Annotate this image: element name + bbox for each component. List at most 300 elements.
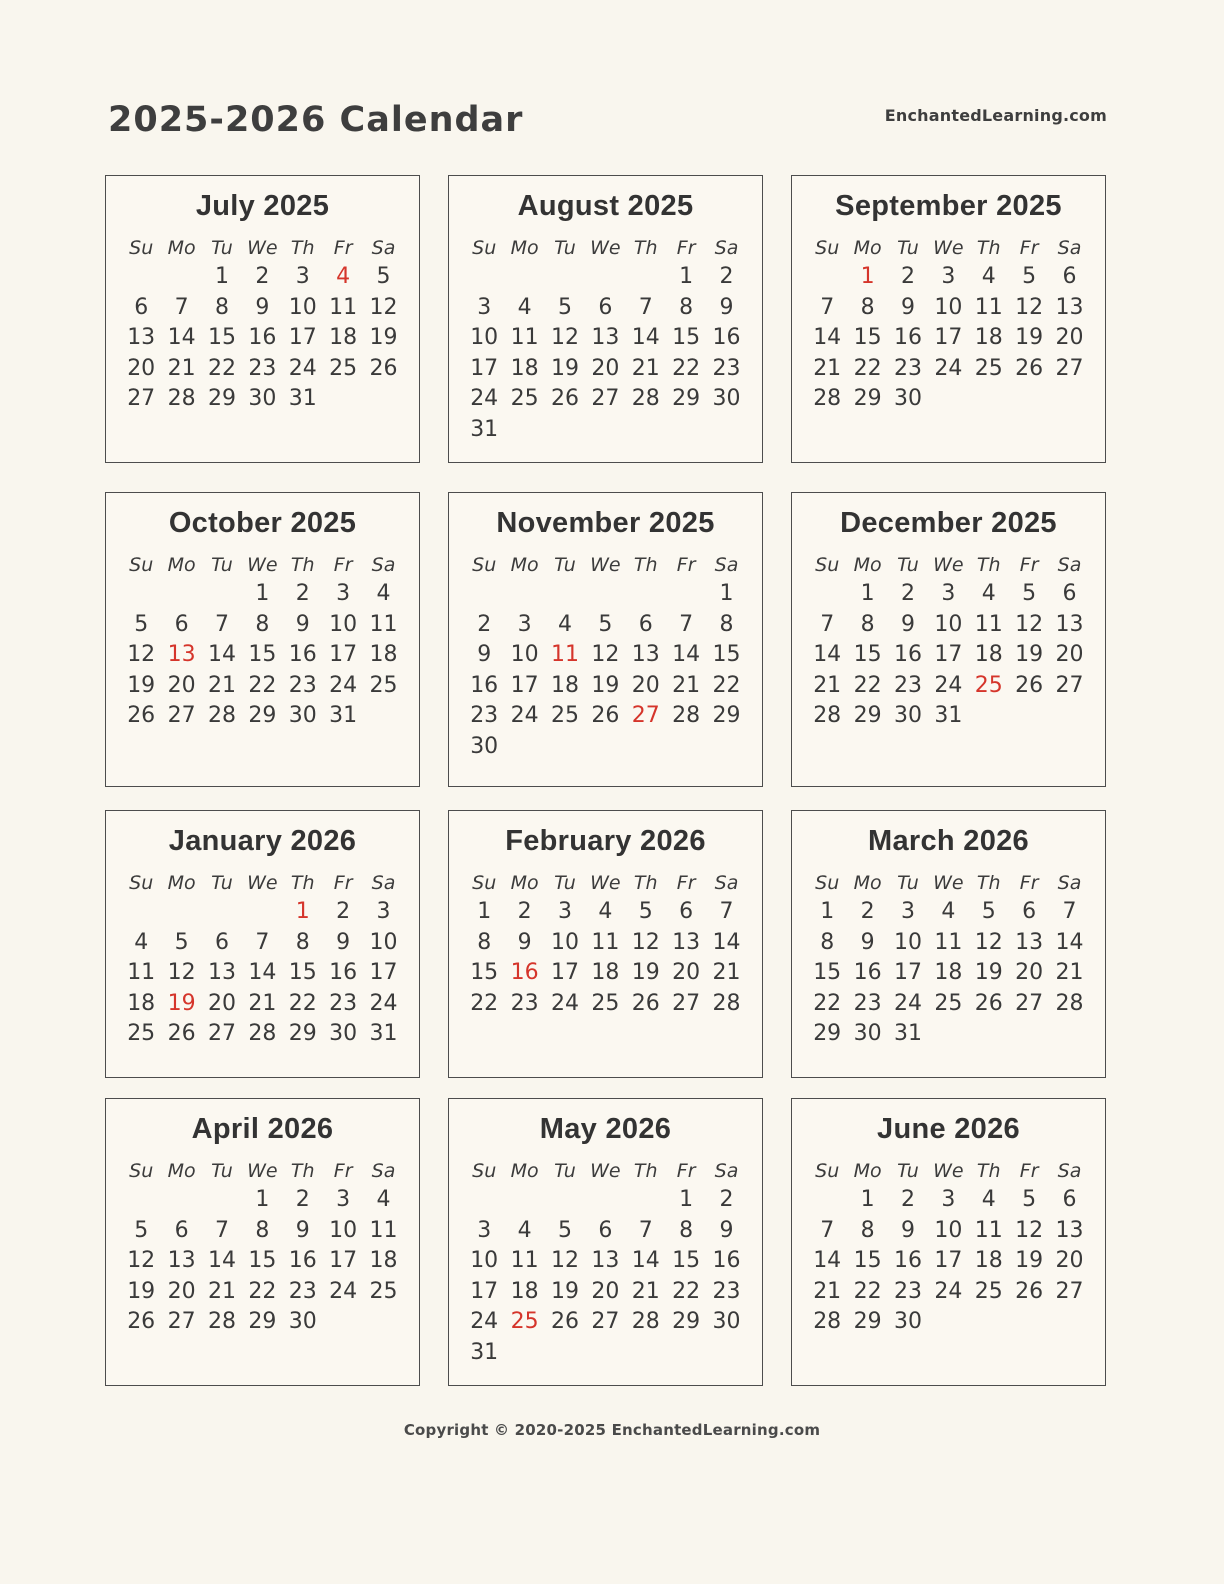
- day-cell: 23: [470, 703, 499, 728]
- day-cell: 22: [672, 355, 701, 381]
- week-row: [121, 293, 404, 324]
- week-row: [121, 1246, 404, 1277]
- weekday-label: Mo: [167, 237, 196, 259]
- day-cell: 21: [631, 1278, 660, 1304]
- weekday-header: [121, 236, 404, 262]
- weekday-label: Fr: [676, 237, 696, 259]
- day-cell: 9: [900, 611, 915, 637]
- weekday-label: Su: [472, 872, 497, 894]
- day-cell: 25: [974, 1278, 1003, 1304]
- weekday-label: Su: [815, 554, 840, 576]
- weekday-label: Fr: [333, 237, 353, 259]
- day-cell: 10: [550, 929, 579, 955]
- day-cell: 14: [813, 325, 842, 350]
- day-cell: 17: [288, 325, 317, 350]
- day-cell: 31: [893, 1021, 922, 1046]
- month-may-2026: [448, 1098, 763, 1386]
- day-cell: 27: [1055, 355, 1084, 381]
- day-cell: 11: [329, 294, 358, 320]
- weekday-label: Th: [290, 554, 315, 576]
- week-row: [464, 1216, 747, 1247]
- weekday-label: Sa: [371, 1160, 396, 1182]
- day-cell: 16: [329, 960, 358, 985]
- day-cell: 28: [813, 386, 842, 411]
- weekday-label: Su: [815, 872, 840, 894]
- month-june-2026: [791, 1098, 1106, 1386]
- day-cell: 18: [510, 355, 539, 381]
- day-cell: 12: [127, 642, 156, 667]
- copyright-footer: Copyright © 2020-2025 EnchantedLearning.com: [403, 1421, 821, 1439]
- day-cell: 8: [255, 1217, 270, 1243]
- day-cell: 16: [893, 642, 922, 667]
- weekday-header: [464, 1159, 747, 1185]
- day-cell: 28: [248, 1021, 277, 1046]
- week-row: [807, 1216, 1090, 1247]
- day-cell: 6: [679, 899, 694, 924]
- day-cell: 10: [288, 294, 317, 320]
- day-cell: 9: [295, 611, 310, 637]
- weekday-label: Mo: [853, 872, 882, 894]
- day-cell: 2: [295, 1187, 310, 1212]
- week-row: [121, 958, 404, 989]
- day-cell: 20: [207, 990, 236, 1016]
- week-row: [464, 1246, 747, 1277]
- day-cell: 6: [174, 611, 189, 637]
- day-cell: 7: [1062, 899, 1077, 924]
- week-row: [807, 928, 1090, 959]
- day-cell: 17: [470, 1278, 499, 1304]
- day-cell: 5: [134, 1217, 149, 1243]
- weekday-label: Sa: [1057, 1160, 1082, 1182]
- day-cell: 21: [813, 355, 842, 381]
- day-cell: 14: [248, 960, 277, 985]
- week-row: [464, 1338, 747, 1369]
- day-cell: 14: [167, 325, 196, 350]
- week-row: [121, 989, 404, 1020]
- day-cell: 5: [981, 899, 996, 924]
- day-cell: 18: [974, 325, 1003, 350]
- day-cell: 26: [1015, 672, 1044, 698]
- day-cell: 26: [631, 990, 660, 1016]
- day-cell: 29: [712, 703, 741, 728]
- weekday-label: Fr: [1019, 554, 1039, 576]
- weekday-label: Tu: [554, 1160, 576, 1182]
- day-cell: 9: [336, 929, 351, 955]
- day-cell: 26: [1015, 355, 1044, 381]
- day-cell: 15: [672, 1248, 701, 1273]
- weekday-header: [464, 553, 747, 579]
- week-row: [807, 958, 1090, 989]
- day-cell: 17: [470, 355, 499, 381]
- day-cell: 6: [598, 1217, 613, 1243]
- day-cell: 30: [712, 1309, 741, 1334]
- day-cell: 1: [255, 1187, 270, 1212]
- day-cell: 1: [255, 581, 270, 606]
- day-cell: 7: [255, 929, 270, 955]
- day-cell: 28: [712, 990, 741, 1016]
- weekday-label: We: [247, 237, 278, 259]
- month-title: April 2026: [191, 1113, 334, 1145]
- day-cell: 11: [591, 929, 620, 955]
- week-row: [807, 262, 1090, 293]
- day-cell-holiday: 27: [631, 703, 660, 728]
- day-cell: 21: [813, 1278, 842, 1304]
- day-cell: 10: [369, 929, 398, 955]
- weekday-label: We: [590, 554, 621, 576]
- day-cell: 13: [167, 1248, 196, 1273]
- day-cell: 5: [134, 611, 149, 637]
- day-cell: 17: [510, 672, 539, 698]
- weekday-header: [121, 871, 404, 897]
- day-cell: 5: [557, 294, 572, 320]
- weekday-label: Th: [976, 554, 1001, 576]
- week-row: [121, 579, 404, 610]
- day-cell: 15: [813, 960, 842, 985]
- day-cell: 22: [853, 1278, 882, 1304]
- week-row: [464, 671, 747, 702]
- weekday-label: Tu: [211, 1160, 233, 1182]
- day-cell-holiday: 1: [860, 264, 875, 289]
- week-row: [464, 610, 747, 641]
- weekday-label: Su: [472, 554, 497, 576]
- week-row: [121, 640, 404, 671]
- day-cell: 25: [934, 990, 963, 1016]
- day-cell: 16: [288, 1248, 317, 1273]
- day-cell: 16: [288, 642, 317, 667]
- day-cell: 6: [134, 294, 149, 320]
- weekday-label: Su: [472, 237, 497, 259]
- day-cell: 3: [941, 1187, 956, 1212]
- day-cell: 23: [853, 990, 882, 1016]
- day-cell: 3: [941, 264, 956, 289]
- month-february-2026: [448, 810, 763, 1078]
- day-cell: 13: [1015, 929, 1044, 955]
- month-september-2025: [791, 175, 1106, 463]
- week-row: [807, 701, 1090, 732]
- month-title: February 2026: [505, 825, 706, 857]
- day-cell: 2: [719, 1187, 734, 1212]
- day-cell: 23: [712, 1278, 741, 1304]
- week-row: [464, 640, 747, 671]
- day-cell: 23: [329, 990, 358, 1016]
- day-cell: 29: [672, 386, 701, 411]
- day-cell: 15: [853, 325, 882, 350]
- day-cell: 8: [860, 611, 875, 637]
- day-cell: 1: [820, 899, 835, 924]
- month-title: May 2026: [539, 1113, 672, 1145]
- weekday-label: Th: [290, 872, 315, 894]
- day-cell: 13: [591, 1248, 620, 1273]
- day-cell: 19: [1015, 642, 1044, 667]
- day-cell: 15: [712, 642, 741, 667]
- day-cell: 1: [214, 264, 229, 289]
- weekday-label: We: [933, 237, 964, 259]
- day-cell: 15: [470, 960, 499, 985]
- day-cell: 19: [1015, 325, 1044, 350]
- day-cell: 14: [712, 929, 741, 955]
- day-cell: 7: [174, 294, 189, 320]
- week-row: [807, 323, 1090, 354]
- week-row: [464, 262, 747, 293]
- day-cell: 9: [900, 1217, 915, 1243]
- day-cell: 3: [477, 1217, 492, 1243]
- weekday-label: Mo: [853, 1160, 882, 1182]
- day-cell: 3: [900, 899, 915, 924]
- day-cell: 29: [853, 703, 882, 728]
- day-cell: 27: [167, 703, 196, 728]
- day-cell: 14: [813, 1248, 842, 1273]
- weekday-label: Tu: [554, 872, 576, 894]
- day-cell: 25: [127, 1021, 156, 1046]
- weekday-header: [807, 553, 1090, 579]
- weekday-label: Tu: [897, 1160, 919, 1182]
- week-row: [807, 384, 1090, 415]
- week-row: [807, 640, 1090, 671]
- day-cell: 12: [631, 929, 660, 955]
- day-cell: 21: [712, 960, 741, 985]
- day-cell: 17: [329, 1248, 358, 1273]
- day-cell: 9: [719, 1217, 734, 1243]
- week-row: [121, 928, 404, 959]
- day-cell: 13: [591, 325, 620, 350]
- day-cell: 12: [591, 642, 620, 667]
- week-row: [807, 579, 1090, 610]
- day-cell: 22: [207, 355, 236, 381]
- day-cell: 20: [1055, 1248, 1084, 1273]
- day-cell: 16: [470, 672, 499, 698]
- day-cell: 11: [974, 294, 1003, 320]
- day-cell: 2: [255, 264, 270, 289]
- day-cell: 25: [974, 355, 1003, 381]
- day-cell: 19: [550, 1278, 579, 1304]
- day-cell: 10: [470, 1248, 499, 1273]
- day-cell: 17: [893, 960, 922, 985]
- day-cell: 8: [295, 929, 310, 955]
- day-cell: 17: [934, 642, 963, 667]
- day-cell-holiday: 4: [336, 264, 351, 289]
- weekday-label: Mo: [167, 1160, 196, 1182]
- day-cell: 13: [1055, 294, 1084, 320]
- week-row: [807, 1277, 1090, 1308]
- day-cell: 17: [934, 325, 963, 350]
- day-cell: 8: [860, 1217, 875, 1243]
- day-cell: 14: [1055, 929, 1084, 955]
- weekday-label: Su: [129, 237, 154, 259]
- day-cell-holiday: 13: [167, 642, 196, 667]
- day-cell: 16: [893, 1248, 922, 1273]
- weekday-header: [121, 1159, 404, 1185]
- weekday-label: Mo: [853, 554, 882, 576]
- day-cell: 4: [557, 611, 572, 637]
- month-october-2025: [105, 492, 420, 787]
- day-cell: 8: [719, 611, 734, 637]
- day-cell: 1: [860, 581, 875, 606]
- day-cell: 17: [934, 1248, 963, 1273]
- day-cell: 28: [672, 703, 701, 728]
- day-cell: 30: [712, 386, 741, 411]
- day-cell: 7: [820, 611, 835, 637]
- day-cell: 26: [127, 703, 156, 728]
- week-row: [807, 897, 1090, 928]
- day-cell: 24: [934, 355, 963, 381]
- day-cell: 30: [470, 733, 499, 759]
- day-cell: 15: [248, 642, 277, 667]
- weekday-label: Fr: [676, 872, 696, 894]
- day-cell: 19: [369, 325, 398, 350]
- week-row: [807, 1307, 1090, 1338]
- day-cell: 3: [295, 264, 310, 289]
- week-row: [464, 897, 747, 928]
- week-row: [807, 354, 1090, 385]
- day-cell: 22: [853, 672, 882, 698]
- weekday-label: Fr: [333, 1160, 353, 1182]
- weekday-label: Th: [633, 554, 658, 576]
- day-cell: 20: [1015, 960, 1044, 985]
- calendar-row: [105, 1098, 1106, 1386]
- week-row: [464, 354, 747, 385]
- week-row: [464, 701, 747, 732]
- day-cell: 30: [893, 386, 922, 411]
- day-cell: 8: [679, 1217, 694, 1243]
- day-cell: 20: [591, 1278, 620, 1304]
- weekday-label: Mo: [167, 554, 196, 576]
- day-cell: 5: [174, 929, 189, 955]
- day-cell: 6: [1062, 1187, 1077, 1212]
- weekday-label: Th: [633, 1160, 658, 1182]
- calendar-row: [105, 810, 1106, 1078]
- day-cell: 9: [860, 929, 875, 955]
- week-row: [121, 323, 404, 354]
- day-cell: 19: [1015, 1248, 1044, 1273]
- day-cell: 31: [934, 703, 963, 728]
- weekday-label: Fr: [333, 554, 353, 576]
- week-row: [807, 610, 1090, 641]
- day-cell: 9: [517, 929, 532, 955]
- day-cell: 18: [329, 325, 358, 350]
- day-cell: 23: [893, 355, 922, 381]
- weekday-label: Th: [976, 872, 1001, 894]
- week-row: [464, 1307, 747, 1338]
- week-row: [121, 384, 404, 415]
- day-cell: 21: [631, 355, 660, 381]
- weekday-label: Th: [633, 237, 658, 259]
- day-cell: 16: [893, 325, 922, 350]
- day-cell: 27: [591, 1309, 620, 1334]
- weekday-header: [464, 236, 747, 262]
- day-cell: 23: [248, 355, 277, 381]
- day-cell: 9: [900, 294, 915, 320]
- day-cell: 3: [557, 899, 572, 924]
- month-december-2025: [791, 492, 1106, 787]
- day-cell: 11: [934, 929, 963, 955]
- day-cell: 18: [591, 960, 620, 985]
- week-row: [807, 293, 1090, 324]
- day-cell: 24: [934, 672, 963, 698]
- day-cell: 26: [550, 1309, 579, 1334]
- weekday-label: We: [933, 1160, 964, 1182]
- weekday-label: Sa: [371, 554, 396, 576]
- weekday-label: Mo: [510, 872, 539, 894]
- day-cell: 21: [1055, 960, 1084, 985]
- weekday-label: Tu: [554, 237, 576, 259]
- day-cell: 15: [207, 325, 236, 350]
- day-cell: 2: [336, 899, 351, 924]
- weekday-label: Mo: [510, 1160, 539, 1182]
- day-cell: 20: [672, 960, 701, 985]
- month-title: March 2026: [868, 825, 1029, 857]
- week-row: [121, 1307, 404, 1338]
- day-cell: 18: [369, 1248, 398, 1273]
- day-cell: 25: [329, 355, 358, 381]
- day-cell: 2: [900, 1187, 915, 1212]
- day-cell: 8: [820, 929, 835, 955]
- weekday-label: Su: [129, 554, 154, 576]
- week-row: [121, 354, 404, 385]
- day-cell: 29: [813, 1021, 842, 1046]
- weekday-header: [464, 871, 747, 897]
- day-cell: 10: [329, 611, 358, 637]
- day-cell: 29: [853, 386, 882, 411]
- week-row: [121, 701, 404, 732]
- day-cell: 31: [470, 416, 499, 442]
- day-cell: 21: [248, 990, 277, 1016]
- day-cell: 23: [288, 1278, 317, 1304]
- day-cell: 22: [672, 1278, 701, 1304]
- day-cell: 7: [214, 1217, 229, 1243]
- day-cell: 6: [1062, 264, 1077, 289]
- day-cell: 30: [288, 703, 317, 728]
- day-cell: 18: [127, 990, 156, 1016]
- calendar-row: [105, 492, 1106, 787]
- week-row: [807, 1185, 1090, 1216]
- day-cell: 28: [1055, 990, 1084, 1016]
- weekday-label: Sa: [714, 872, 739, 894]
- day-cell: 2: [477, 611, 492, 637]
- day-cell: 25: [591, 990, 620, 1016]
- day-cell: 22: [248, 1278, 277, 1304]
- day-cell: 24: [329, 672, 358, 698]
- day-cell: 16: [712, 325, 741, 350]
- month-title: November 2025: [496, 507, 715, 539]
- day-cell: 19: [974, 960, 1003, 985]
- day-cell: 10: [510, 642, 539, 667]
- day-cell: 6: [638, 611, 653, 637]
- day-cell: 12: [550, 1248, 579, 1273]
- weekday-label: We: [590, 1160, 621, 1182]
- week-row: [121, 671, 404, 702]
- day-cell: 20: [631, 672, 660, 698]
- day-cell: 21: [207, 672, 236, 698]
- day-cell: 14: [672, 642, 701, 667]
- weekday-label: Tu: [897, 554, 919, 576]
- day-cell: 12: [1015, 294, 1044, 320]
- day-cell: 24: [934, 1278, 963, 1304]
- weekday-label: Th: [976, 237, 1001, 259]
- day-cell: 11: [369, 611, 398, 637]
- month-title: January 2026: [168, 825, 357, 857]
- day-cell: 26: [369, 355, 398, 381]
- weekday-label: Fr: [1019, 872, 1039, 894]
- day-cell: 13: [631, 642, 660, 667]
- day-cell: 15: [288, 960, 317, 985]
- weekday-label: Tu: [554, 554, 576, 576]
- weekday-label: We: [247, 1160, 278, 1182]
- day-cell: 1: [679, 1187, 694, 1212]
- day-cell: 31: [288, 386, 317, 411]
- day-cell: 14: [631, 1248, 660, 1273]
- day-cell: 7: [820, 1217, 835, 1243]
- month-november-2025: [448, 492, 763, 787]
